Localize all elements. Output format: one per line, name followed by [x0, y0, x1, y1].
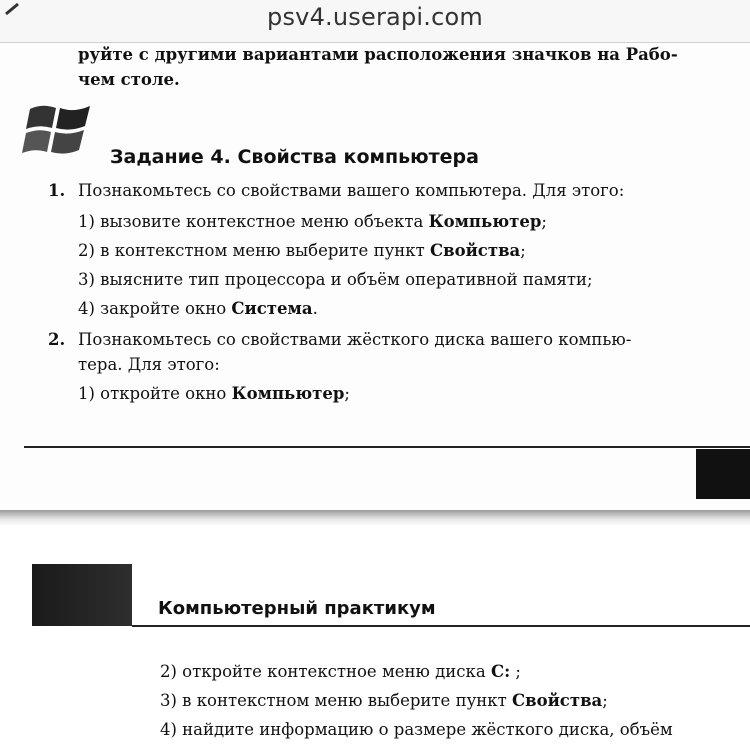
item-2-number: 2. [48, 330, 66, 349]
item-2-text-line-2: тера. Для этого: [78, 355, 220, 374]
page2-step-3: 3) в контекстном меню выберите пункт Свойства; [160, 691, 608, 710]
book-page-bottom [0, 526, 750, 750]
top-text-line-2: чем столе. [78, 70, 180, 89]
item-2-step-1: 1) откройте окно Компьютер; [78, 384, 350, 403]
windows-logo-icon [22, 99, 96, 161]
section-header-block [32, 564, 132, 626]
item-1-number: 1. [48, 181, 66, 200]
page2-step-4: 4) найдите информацию о размере жёсткого диска, объём [160, 720, 673, 739]
page-corner-block [696, 449, 750, 499]
section-header-rule [132, 625, 750, 627]
item-1-step-4: 4) закройте окно Система. [78, 299, 318, 318]
browser-address-bar [0, 0, 750, 43]
page-bottom-rule [24, 446, 750, 448]
item-2-text-line-1: Познакомьтесь со свойствами жёсткого диска вашего компью- [78, 330, 632, 349]
top-text-line-1: руйте с другими вариантами расположения значков на Рабо- [78, 45, 678, 64]
task-heading: Задание 4. Свойства компьютера [110, 146, 479, 168]
item-1-step-1: 1) вызовите контекстное меню объекта Компьютер; [78, 212, 547, 231]
item-1-step-3: 3) выясните тип процессора и объём оперативной памяти; [78, 270, 593, 289]
item-1-step-2: 2) в контекстном меню выберите пункт Свойства; [78, 241, 526, 260]
page-gap-shadow [0, 510, 750, 526]
url-text[interactable]: psv4.userapi.com [267, 3, 483, 31]
item-1-text: Познакомьтесь со свойствами вашего компьютера. Для этого: [78, 181, 625, 200]
page2-step-2: 2) откройте контекстное меню диска С: ; [160, 662, 521, 681]
section-header-title: Компьютерный практикум [158, 598, 436, 619]
book-page-top [0, 43, 750, 513]
